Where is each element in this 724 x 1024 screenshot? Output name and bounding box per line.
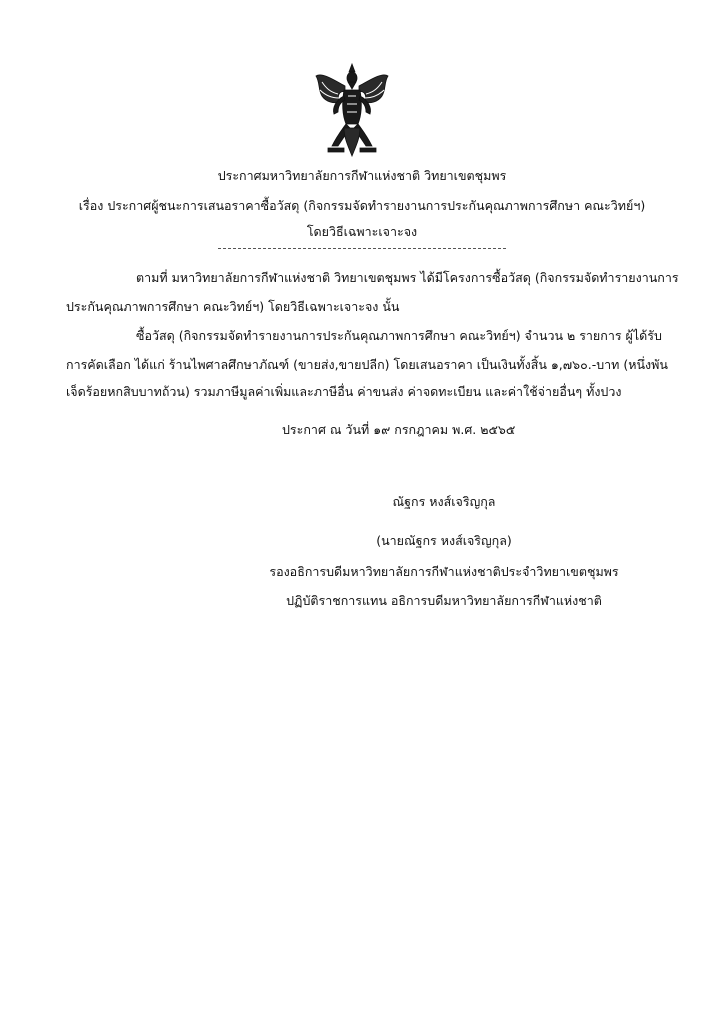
body-paragraph-1-line-2: ประกันคุณภาพการศึกษา คณะวิทย์ฯ) โดยวิธีเฉพาะเจาะจง นั้น	[66, 299, 400, 314]
body-paragraph-1-line-1: ตามที่ มหาวิทยาลัยการกีฬาแห่งชาติ วิทยาเขตชุมพร ได้มีโครงการซื้อวัสดุ (กิจกรรมจัดทำรายงานการ	[136, 270, 679, 285]
signatory-position-1: รองอธิการบดีมหาวิทยาลัยการกีฬาแห่งชาติประจำวิทยาเขตชุมพร	[269, 564, 619, 579]
header-divider	[218, 248, 506, 249]
announcement-date: ประกาศ ณ วันที่ ๑๙ กรกฎาคม พ.ศ. ๒๕๖๕	[282, 422, 516, 437]
body-paragraph-2-line-3: เจ็ดร้อยหกสิบบาทถ้วน) รวมภาษีมูลค่าเพิ่มและภาษีอื่น ค่าขนส่ง ค่าจดทะเบียน และค่าใช้จ่ายอื่นๆ ทั้งปวง	[66, 384, 622, 399]
signatory-position-2: ปฏิบัติราชการแทน อธิการบดีมหาวิทยาลัยการกีฬาแห่งชาติ	[286, 593, 602, 608]
body-paragraph-2-line-1: ซื้อวัสดุ (กิจกรรมจัดทำรายงานการประกันคุณภาพการศึกษา คณะวิทย์ฯ) จำนวน ๒ รายการ ผู้ได้รับ	[136, 328, 662, 343]
signature-name: ณัฐกร หงส์เจริญกุล	[392, 494, 496, 509]
garuda-emblem-icon	[314, 62, 390, 160]
announcement-method: โดยวิธีเฉพาะเจาะจง	[306, 224, 418, 239]
signatory-full-name: (นายณัฐกร หงส์เจริญกุล)	[376, 533, 512, 548]
body-paragraph-2-line-2: การคัดเลือก ได้แก่ ร้านไพศาลศึกษาภัณฑ์ (ขายส่ง,ขายปลีก) โดยเสนอราคา เป็นเงินทั้งสิ้น ๑,๗๖๐.-บาท (หนึ่งพัน	[66, 357, 668, 372]
announcement-title: ประกาศมหาวิทยาลัยการกีฬาแห่งชาติ วิทยาเขตชุมพร	[217, 168, 507, 183]
announcement-subject: เรื่อง ประกาศผู้ชนะการเสนอราคาซื้อวัสดุ (กิจกรรมจัดทำรายงานการประกันคุณภาพการศึกษา คณะวิทย์ฯ)	[78, 198, 646, 213]
